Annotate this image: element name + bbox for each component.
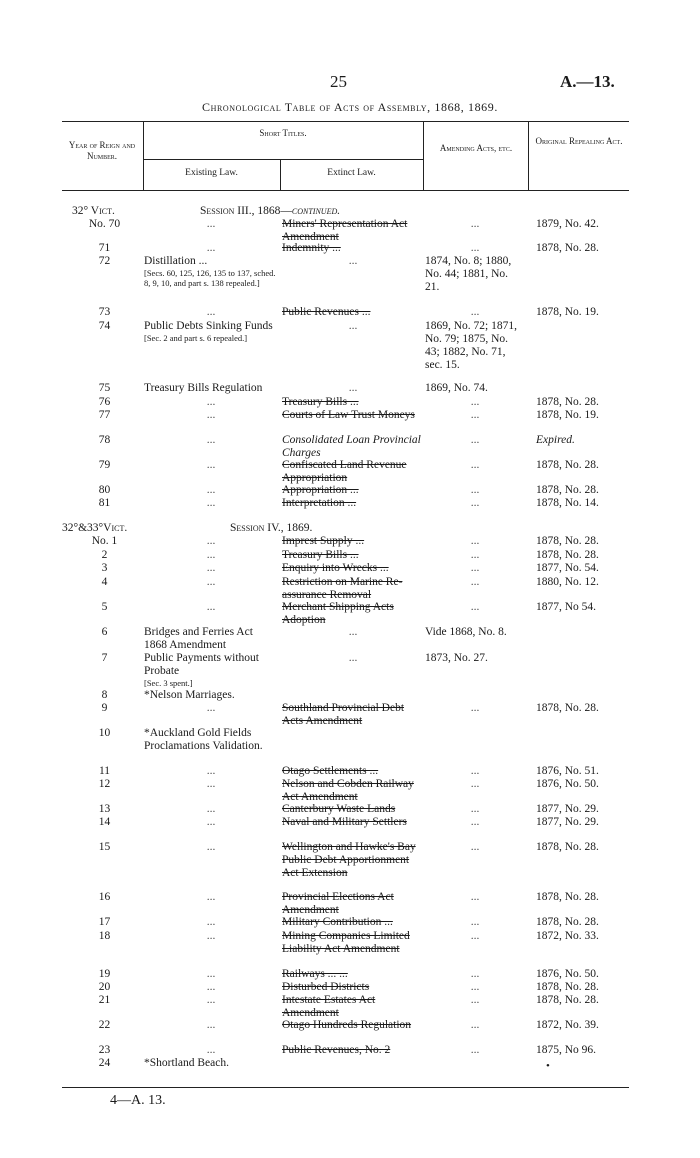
extinct-law: Interpretation ...	[282, 497, 357, 509]
extinct-law: Provincial Elections Act Amendment	[282, 891, 394, 916]
act-number: 75	[98, 382, 111, 394]
extinct-law: ...	[348, 652, 358, 664]
repealing-act: 1878, No. 28.	[536, 535, 599, 547]
act-number: 11	[98, 765, 111, 777]
amending-acts: ...	[470, 1044, 480, 1056]
extinct-law: Otago Settlements ...	[282, 765, 379, 777]
amending-acts: ...	[470, 459, 480, 471]
amending-acts: ...	[470, 562, 480, 574]
repealing-act: 1878, No. 28.	[536, 841, 599, 853]
extinct-law: Military Contribution ...	[282, 916, 393, 928]
existing-law	[144, 689, 278, 702]
extinct-law: Restriction on Marine Re-assurance Removal	[282, 576, 403, 601]
extinct-law: ...	[348, 382, 358, 394]
amending-acts: ...	[470, 994, 480, 1006]
repeal-note: [Sec. 2 and part s. 6 repealed.]	[144, 333, 248, 343]
extinct-law: Indemnity ...	[282, 242, 341, 254]
amending-acts: ...	[470, 778, 480, 790]
existing-law	[144, 994, 278, 1007]
repealing-act: 1878, No. 19.	[536, 409, 599, 421]
amending-acts: ...	[470, 306, 480, 318]
page-reference: A.—13.	[560, 72, 615, 91]
page-number: 25	[330, 72, 347, 91]
existing-law-text: ...	[206, 484, 216, 496]
act-number: No. 70	[88, 218, 121, 230]
amending-acts: ...	[470, 841, 480, 853]
existing-law	[144, 702, 278, 715]
extinct-law: Southland Provincial Debt Acts Amendment	[282, 702, 405, 727]
extinct-law: Enquiry into Wrecks ...	[282, 562, 389, 574]
repealing-act: 1878, No. 28.	[536, 242, 599, 254]
existing-law	[144, 930, 278, 943]
reign-label: 32°&33°Vict.	[62, 522, 128, 534]
extinct-law: Courts of Law Trust Moneys	[282, 409, 415, 421]
existing-law-text: ...	[206, 497, 216, 509]
reign-label: 32° Vict.	[72, 205, 115, 217]
repealing-act: 1879, No. 42.	[536, 218, 599, 230]
act-number: 17	[98, 916, 111, 928]
existing-law-text: *Shortland Beach.	[144, 1057, 229, 1069]
existing-law-text: *Nelson Marriages.	[144, 689, 235, 701]
footer-rule	[62, 1087, 629, 1088]
act-number: 10	[98, 727, 111, 739]
act-number: 76	[98, 396, 111, 408]
existing-law-text: Treasury Bills Regulation	[144, 382, 263, 394]
existing-law	[144, 255, 278, 288]
existing-law-text: ...	[206, 916, 216, 928]
act-number: 14	[98, 816, 111, 828]
repealing-act: 1876, No. 51.	[536, 765, 599, 777]
existing-law-text: ...	[206, 841, 216, 853]
existing-law-text: ...	[206, 994, 216, 1006]
existing-law-text: ...	[206, 576, 216, 588]
act-number: 71	[98, 242, 111, 254]
repealing-act: 1876, No. 50.	[536, 778, 599, 790]
amending-acts: 1869, No. 74.	[425, 382, 488, 394]
repealing-act: 1880, No. 12.	[536, 576, 599, 588]
repealing-act: 1877, No. 54.	[536, 562, 599, 574]
header-bottom-rule	[62, 190, 629, 191]
existing-law-text: ...	[206, 778, 216, 790]
repealing-act: 1878, No. 28.	[536, 396, 599, 408]
col-extinct: Extinct Law.	[327, 168, 376, 178]
repeal-note: [Sec. 3 spent.]	[144, 678, 193, 688]
existing-law	[144, 1044, 278, 1057]
amending-acts: ...	[470, 434, 480, 446]
extinct-law: Mining Companies Limited Liability Act Amendment	[282, 930, 410, 955]
existing-law-text: Public Payments without Probate	[144, 652, 259, 677]
amending-acts: ...	[470, 497, 480, 509]
existing-law	[144, 549, 278, 562]
existing-law	[144, 601, 278, 614]
act-number: 18	[98, 930, 111, 942]
repealing-act: 1878, No. 28.	[536, 981, 599, 993]
repealing-act: 1878, No. 28.	[536, 702, 599, 714]
existing-law	[144, 765, 278, 778]
act-number: 13	[98, 803, 111, 815]
amending-acts: ...	[470, 484, 480, 496]
repealing-act: Expired.	[536, 434, 575, 446]
amending-acts: ...	[470, 549, 480, 561]
existing-law-text: ...	[206, 930, 216, 942]
amending-acts: ...	[470, 803, 480, 815]
act-number: 23	[98, 1044, 111, 1056]
amending-acts: ...	[470, 816, 480, 828]
amending-acts: ...	[470, 218, 480, 230]
col-year: Year of Reign and Number.	[68, 140, 136, 161]
act-number: 8	[101, 689, 108, 701]
stray-mark: •	[546, 1060, 550, 1072]
existing-law	[144, 242, 278, 255]
amending-acts: ...	[470, 765, 480, 777]
repealing-act: 1877, No. 29.	[536, 803, 599, 815]
extinct-law: Treasury Bills ...	[282, 549, 359, 561]
existing-law	[144, 968, 278, 981]
amending-acts: ...	[470, 409, 480, 421]
extinct-law: Appropriation ...	[282, 484, 359, 496]
extinct-law: Intestate Estates Act Amendment	[282, 994, 376, 1019]
extinct-law: Naval and Military Settlers	[282, 816, 407, 828]
header-top-rule	[62, 121, 629, 122]
existing-law-text: *Auckland Gold Fields Proclamations Validation.	[144, 727, 263, 752]
existing-law-text: ...	[206, 549, 216, 561]
repealing-act: 1878, No. 28.	[536, 484, 599, 496]
act-number: 9	[101, 702, 108, 714]
act-number: 7	[101, 652, 108, 664]
existing-law	[144, 320, 278, 343]
existing-law-text: ...	[206, 242, 216, 254]
act-number: 20	[98, 981, 111, 993]
extinct-law: Disturbed Districts	[282, 981, 370, 993]
existing-law-text: ...	[206, 702, 216, 714]
extinct-law: Railways ... ...	[282, 968, 348, 980]
amending-acts: ...	[470, 968, 480, 980]
act-number: 6	[101, 626, 108, 638]
extinct-law: Otago Hundreds Regulation	[282, 1019, 412, 1031]
extinct-law: Wellington and Hawke's Bay Public Debt Apportionment Act Extension	[282, 841, 416, 879]
amending-acts: ...	[470, 242, 480, 254]
footer-signature: 4—A. 13.	[110, 1093, 166, 1108]
repealing-act: 1878, No. 28.	[536, 549, 599, 561]
repealing-act: 1878, No. 28.	[536, 916, 599, 928]
act-number: 21	[98, 994, 111, 1006]
existing-law	[144, 891, 278, 904]
extinct-law: ...	[348, 320, 358, 332]
act-number: 74	[98, 320, 111, 332]
existing-law-text: ...	[206, 306, 216, 318]
existing-law	[144, 396, 278, 409]
repealing-act: 1877, No. 29.	[536, 816, 599, 828]
extinct-law: Confiscated Land Revenue Appropriation	[282, 459, 407, 484]
existing-law	[144, 1019, 278, 1032]
act-number: 79	[98, 459, 111, 471]
existing-law	[144, 484, 278, 497]
existing-law	[144, 803, 278, 816]
act-number: 77	[98, 409, 111, 421]
act-number: 2	[101, 549, 108, 561]
amending-acts: ...	[470, 981, 480, 993]
existing-law	[144, 306, 278, 319]
existing-law-text: ...	[206, 981, 216, 993]
existing-law	[144, 576, 278, 589]
act-number: No. 1	[91, 535, 118, 547]
repealing-act: 1877, No 54.	[536, 601, 597, 613]
existing-law-text: Distillation ...	[144, 255, 208, 267]
amending-acts: ...	[470, 396, 480, 408]
amending-acts: 1869, No. 72; 1871, No. 79; 1875, No. 43; 1882, No. 71, sec. 15.	[425, 320, 517, 371]
repealing-act: 1876, No. 50.	[536, 968, 599, 980]
act-number: 73	[98, 306, 111, 318]
col-short-titles: Short Titles.	[259, 128, 307, 138]
amending-acts: ...	[470, 891, 480, 903]
existing-law	[144, 535, 278, 548]
extinct-law: Merchant Shipping Acts Adoption	[282, 601, 394, 626]
act-number: 15	[98, 841, 111, 853]
existing-law-text: ...	[206, 891, 216, 903]
existing-law-text: ...	[206, 535, 216, 547]
amending-acts: ...	[470, 601, 480, 613]
existing-law	[144, 497, 278, 510]
extinct-law: Imprest Supply ...	[282, 535, 365, 547]
amending-acts: ...	[470, 702, 480, 714]
existing-law-text: ...	[206, 968, 216, 980]
repeal-note: [Secs. 60, 125, 126, 135 to 137, sched. 8, 9, 10, and part s. 138 repealed.]	[144, 268, 276, 288]
extinct-law: ...	[348, 255, 358, 267]
act-number: 4	[101, 576, 108, 588]
existing-law	[144, 652, 278, 688]
act-number: 81	[98, 497, 111, 509]
existing-law-text: ...	[206, 816, 216, 828]
extinct-law: Public Revenues, No. 2	[282, 1044, 391, 1056]
short-titles-rule	[143, 159, 423, 160]
existing-law-text: ...	[206, 1044, 216, 1056]
column-divider	[423, 121, 424, 190]
repealing-act: 1878, No. 14.	[536, 497, 599, 509]
repealing-act: 1875, No 96.	[536, 1044, 597, 1056]
existing-law-text: ...	[206, 409, 216, 421]
extinct-law: Miners' Representation Act Amendment	[282, 218, 408, 243]
amending-acts: ...	[470, 916, 480, 928]
act-number: 72	[98, 255, 111, 267]
extinct-law: Consolidated Loan Provincial Charges	[282, 434, 421, 459]
amending-acts: ...	[470, 930, 480, 942]
extinct-law: Public Revenues ...	[282, 306, 371, 318]
extinct-law: Canterbury Waste Lands	[282, 803, 396, 815]
existing-law	[144, 727, 278, 753]
existing-law	[144, 218, 278, 231]
existing-law	[144, 434, 278, 447]
repealing-act: 1878, No. 28.	[536, 891, 599, 903]
repealing-act: 1878, No. 28.	[536, 994, 599, 1006]
existing-law-text: ...	[206, 396, 216, 408]
existing-law-text: ...	[206, 459, 216, 471]
existing-law-text: Bridges and Ferries Act 1868 Amendment	[144, 626, 253, 651]
existing-law-text: ...	[206, 562, 216, 574]
existing-law-text: ...	[206, 434, 216, 446]
extinct-law: ...	[348, 626, 358, 638]
repealing-act: 1872, No. 33.	[536, 930, 599, 942]
existing-law-text: ...	[206, 765, 216, 777]
existing-law	[144, 778, 278, 791]
act-number: 5	[101, 601, 108, 613]
existing-law	[144, 626, 278, 652]
existing-law-text: ...	[206, 601, 216, 613]
amending-acts: 1873, No. 27.	[425, 652, 488, 664]
amending-acts: ...	[470, 535, 480, 547]
act-number: 12	[98, 778, 111, 790]
existing-law	[144, 382, 278, 395]
existing-law	[144, 409, 278, 422]
session-heading: Session IV., 1869.	[230, 522, 313, 534]
existing-law	[144, 816, 278, 829]
existing-law	[144, 562, 278, 575]
amending-acts: 1874, No. 8; 1880, No. 44; 1881, No. 21.	[425, 255, 512, 293]
extinct-law: Treasury Bills ...	[282, 396, 359, 408]
existing-law	[144, 981, 278, 994]
extinct-law: Nelson and Cobden Railway Act Amendment	[282, 778, 414, 803]
existing-law-text: ...	[206, 218, 216, 230]
existing-law	[144, 841, 278, 854]
act-number: 78	[98, 434, 111, 446]
col-amending: Amending Acts, etc.	[439, 143, 513, 153]
amending-acts: Vide 1868, No. 8.	[425, 626, 507, 638]
repealing-act: 1878, No. 19.	[536, 306, 599, 318]
existing-law	[144, 459, 278, 472]
amending-acts: ...	[470, 1019, 480, 1031]
existing-law	[144, 916, 278, 929]
column-divider	[528, 121, 529, 190]
act-number: 16	[98, 891, 111, 903]
existing-law-text: ...	[206, 1019, 216, 1031]
existing-law-text: Public Debts Sinking Funds	[144, 320, 273, 332]
session-heading: Session III., 1868—continued.	[200, 205, 341, 217]
act-number: 3	[101, 562, 108, 574]
act-number: 80	[98, 484, 111, 496]
amending-acts: ...	[470, 576, 480, 588]
act-number: 19	[98, 968, 111, 980]
col-existing: Existing Law.	[185, 168, 238, 178]
col-repealing: Original Repealing Act.	[535, 136, 623, 146]
table-title: Chronological Table of Acts of Assembly, 1868, 1869.	[202, 100, 498, 114]
existing-law	[144, 1057, 278, 1070]
repealing-act: 1872, No. 39.	[536, 1019, 599, 1031]
repealing-act: 1878, No. 28.	[536, 459, 599, 471]
act-number: 24	[98, 1057, 111, 1069]
act-number: 22	[98, 1019, 111, 1031]
existing-law-text: ...	[206, 803, 216, 815]
